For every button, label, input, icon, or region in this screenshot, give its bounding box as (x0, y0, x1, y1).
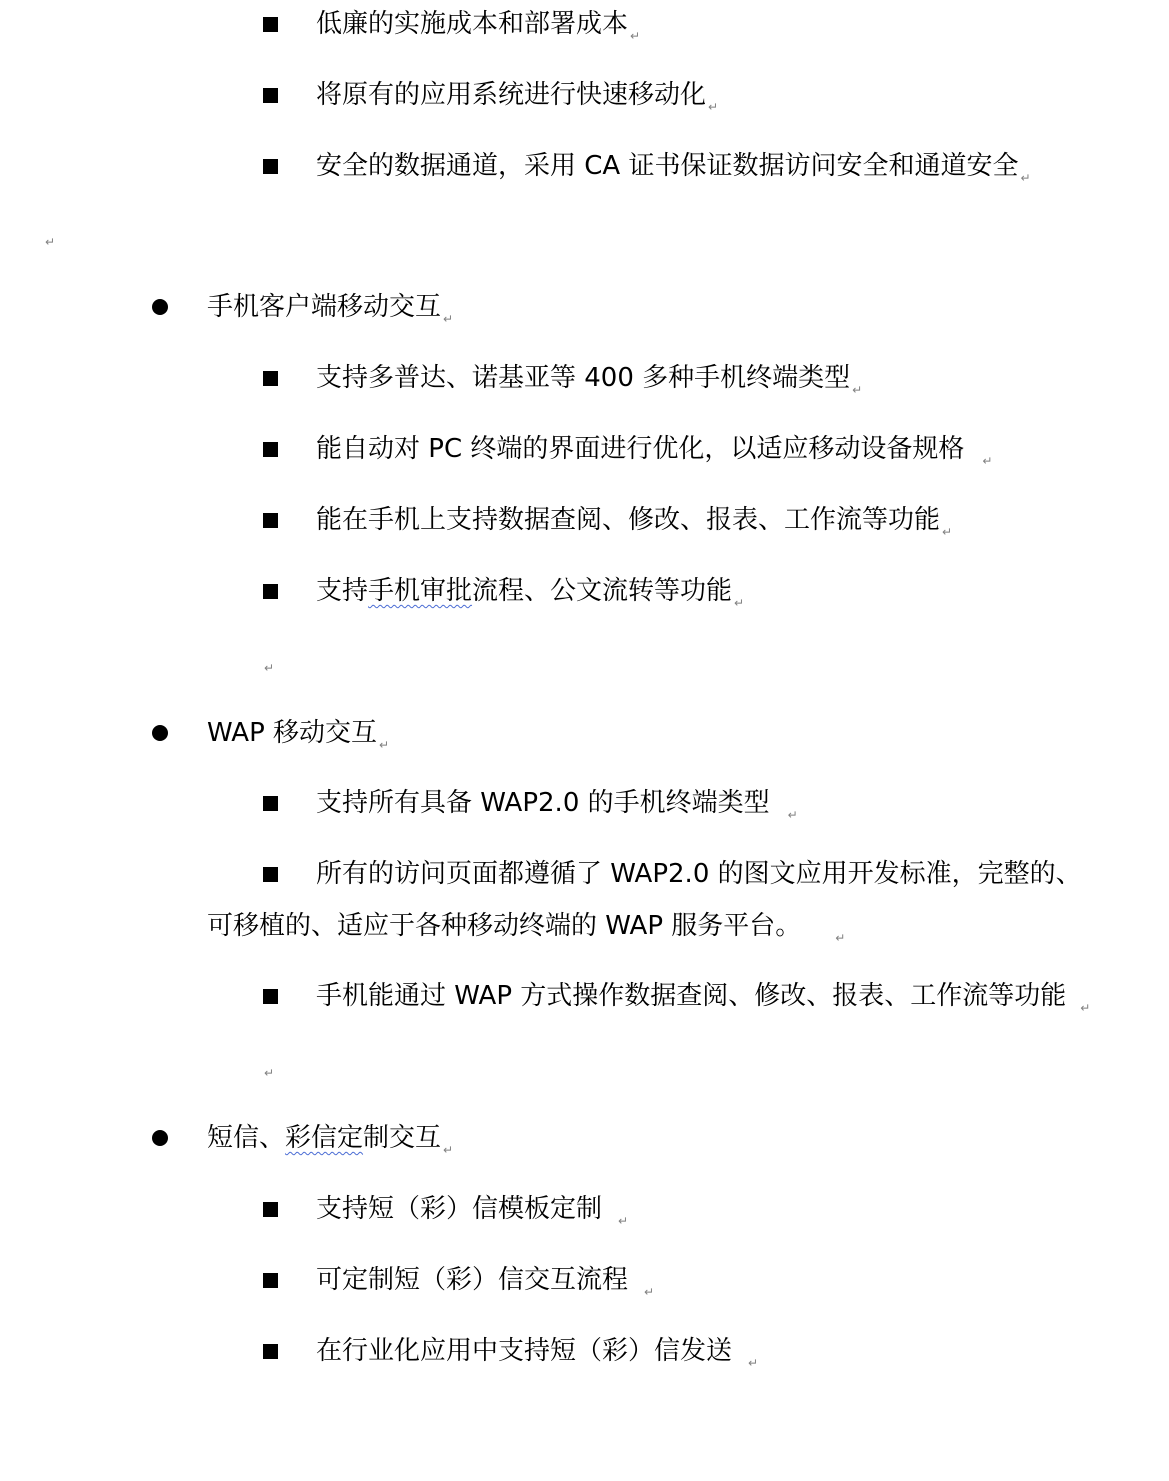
list-item (316, 362, 862, 396)
paragraph-mark-icon: ↵ (852, 383, 863, 397)
paragraph-mark-icon: ↵ (835, 931, 846, 945)
list-item (316, 1193, 628, 1227)
list-item-text: 能在手机上支持数据查阅、修改、报表、工作流等功能 (316, 505, 941, 535)
list-item (316, 575, 744, 609)
paragraph-mark-icon: ↵ (443, 1143, 454, 1157)
section-heading (207, 717, 389, 751)
list-item (316, 433, 992, 467)
list-item (316, 8, 640, 42)
list-item-text: 流程、公文流转等功能 (472, 576, 733, 606)
list-item (316, 787, 798, 821)
list-item-text: 在行业化应用中支持短（彩）信发送 (316, 1336, 733, 1366)
paragraph-mark-icon: ↵ (618, 1214, 629, 1228)
square-bullet-icon (263, 513, 278, 528)
round-bullet-icon (152, 299, 168, 315)
square-bullet-icon (263, 88, 278, 103)
list-item-text: 支持多普达、诺基亚等 400 多种手机终端类型 (316, 363, 851, 393)
square-bullet-icon (263, 371, 278, 386)
list-item (316, 79, 718, 113)
spellcheck-underlined-text: 手机审批 (368, 576, 473, 606)
section-heading-text: 手机客户端移动交互 (207, 292, 442, 322)
list-item-text: 安全的数据通道，采用 CA 证书保证数据访问安全和通道安全 (316, 151, 1019, 181)
square-bullet-icon (263, 17, 278, 32)
section-heading (207, 291, 453, 325)
paragraph-mark-icon: ↵ (708, 100, 719, 114)
paragraph-mark-icon: ↵ (1020, 171, 1031, 185)
list-item-text: 支持所有具备 WAP2.0 的手机终端类型 (316, 788, 770, 818)
list-item-text: 支持短（彩）信模板定制 (316, 1194, 603, 1224)
paragraph-mark-icon: ↵ (644, 1285, 655, 1299)
section-heading-text: WAP 移动交互 (207, 718, 378, 748)
paragraph-mark-icon: ↵ (787, 808, 798, 822)
paragraph-mark-icon: ↵ (1080, 1001, 1091, 1015)
list-item-text: 所有的访问页面都遵循了 WAP2.0 的图文应用开发标准，完整的、 (316, 859, 1082, 889)
square-bullet-icon (263, 1273, 278, 1288)
paragraph-mark-icon: ↵ (630, 29, 641, 43)
paragraph-mark-icon: ↵ (379, 738, 390, 752)
paragraph-mark-icon: ↵ (748, 1356, 759, 1370)
list-item-text: 能自动对 PC 终端的界面进行优化，以适应移动设备规格 (316, 434, 965, 464)
list-item (316, 1264, 654, 1298)
square-bullet-icon (263, 1202, 278, 1217)
section-heading-text: 短信、 (207, 1123, 286, 1153)
square-bullet-icon (263, 1344, 278, 1359)
square-bullet-icon (263, 796, 278, 811)
section-heading-text: 制交互 (363, 1123, 442, 1153)
list-item (316, 150, 1031, 184)
square-bullet-icon (263, 442, 278, 457)
list-item-text: 手机能通过 WAP 方式操作数据查阅、修改、报表、工作流等功能 (316, 981, 1067, 1011)
square-bullet-icon (263, 989, 278, 1004)
spellcheck-underlined-text: 彩信定 (285, 1123, 364, 1153)
list-item (316, 1335, 758, 1369)
paragraph-mark-icon: ↵ (982, 454, 993, 468)
list-item (316, 858, 1082, 890)
square-bullet-icon (263, 159, 278, 174)
paragraph-mark-icon: ↵ (734, 596, 745, 610)
list-item (316, 980, 1090, 1014)
list-item-text: 可定制短（彩）信交互流程 (316, 1265, 629, 1295)
paragraph-mark-icon: ↵ (45, 235, 56, 249)
section-heading (207, 1122, 453, 1156)
list-item-text: 支持 (316, 576, 369, 606)
list-item-text: 低廉的实施成本和部署成本 (316, 9, 629, 39)
paragraph-mark-icon: ↵ (264, 1066, 275, 1080)
round-bullet-icon (152, 725, 168, 741)
list-item-text: 可移植的、适应于各种移动终端的 WAP 服务平台。 (207, 911, 802, 941)
list-item-text: 将原有的应用系统进行快速移动化 (316, 80, 707, 110)
list-item-continuation (207, 910, 845, 944)
list-item (316, 504, 952, 538)
square-bullet-icon (263, 584, 278, 599)
round-bullet-icon (152, 1130, 168, 1146)
paragraph-mark-icon: ↵ (942, 525, 953, 539)
paragraph-mark-icon: ↵ (264, 661, 275, 675)
paragraph-mark-icon: ↵ (443, 312, 454, 326)
square-bullet-icon (263, 867, 278, 882)
